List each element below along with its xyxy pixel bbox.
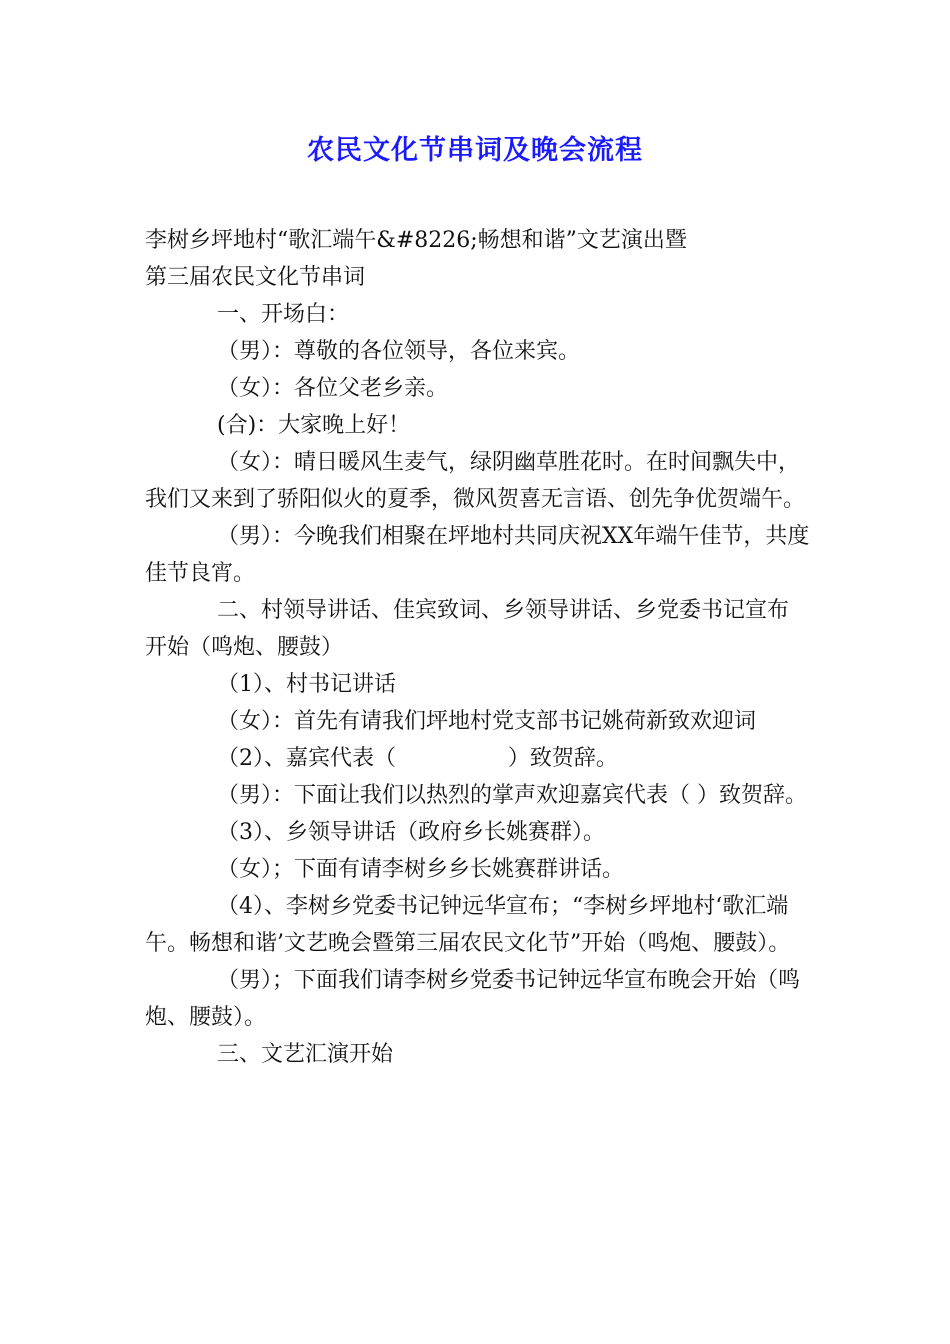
- subtitle-line-1: 李树乡坪地村“歌汇端午&#8226;畅想和谐”文艺演出暨: [145, 228, 687, 253]
- paragraph: （女）：各位父老乡亲。: [217, 376, 449, 401]
- paragraph: （女）：首先有请我们坪地村党支部书记姚荷新致欢迎词: [217, 709, 757, 734]
- paragraph: （女）；下面有请李树乡乡长姚赛群讲话。: [217, 857, 625, 882]
- paragraph: （2）、嘉宾代表（ ）致贺辞。: [217, 746, 618, 771]
- paragraph: （3）、乡领导讲话（政府乡长姚赛群）。: [217, 820, 605, 845]
- paragraph: （1）、村书记讲话: [217, 672, 396, 697]
- paragraph: （男）：下面让我们以热烈的掌声欢迎嘉宾代表（ ）致贺辞。: [217, 783, 807, 808]
- paragraph-section-2: 二、村领导讲话、佳宾致词、乡领导讲话、乡党委书记宣布开始（鸣炮、腰鼓）: [145, 598, 790, 660]
- paragraph-opening: 一、开场白：: [217, 302, 350, 327]
- paragraph: （男）；下面我们请李树乡党委书记钟远华宣布晚会开始（鸣炮、腰鼓）。: [145, 968, 801, 1030]
- paragraph: (合)：大家晚上好！: [217, 413, 411, 438]
- paragraph: （男）：尊敬的各位领导，各位来宾。: [217, 339, 581, 364]
- paragraph: （4）、李树乡党委书记钟远华宣布；“李树乡坪地村‘歌汇端午。畅想和谐’文艺晚会暨第三届农民文化节”开始（鸣炮、腰鼓）。: [145, 894, 791, 956]
- subtitle-line-2: 第三届农民文化节串词: [145, 265, 366, 290]
- paragraph: （女）：晴日暖风生麦气，绿阴幽草胜花时。在时间飘失中，我们又来到了骄阳似火的夏季，微风贺喜无言语、创先争优贺端午。: [145, 450, 806, 512]
- paragraph: （男）：今晚我们相聚在坪地村共同庆祝XX年端午佳节，共度佳节良宵。: [145, 524, 810, 586]
- paragraph-section-3: 三、文艺汇演开始: [217, 1042, 394, 1067]
- document-body: [145, 222, 810, 1073]
- document-title: 农民文化节串词及晚会流程: [307, 135, 643, 166]
